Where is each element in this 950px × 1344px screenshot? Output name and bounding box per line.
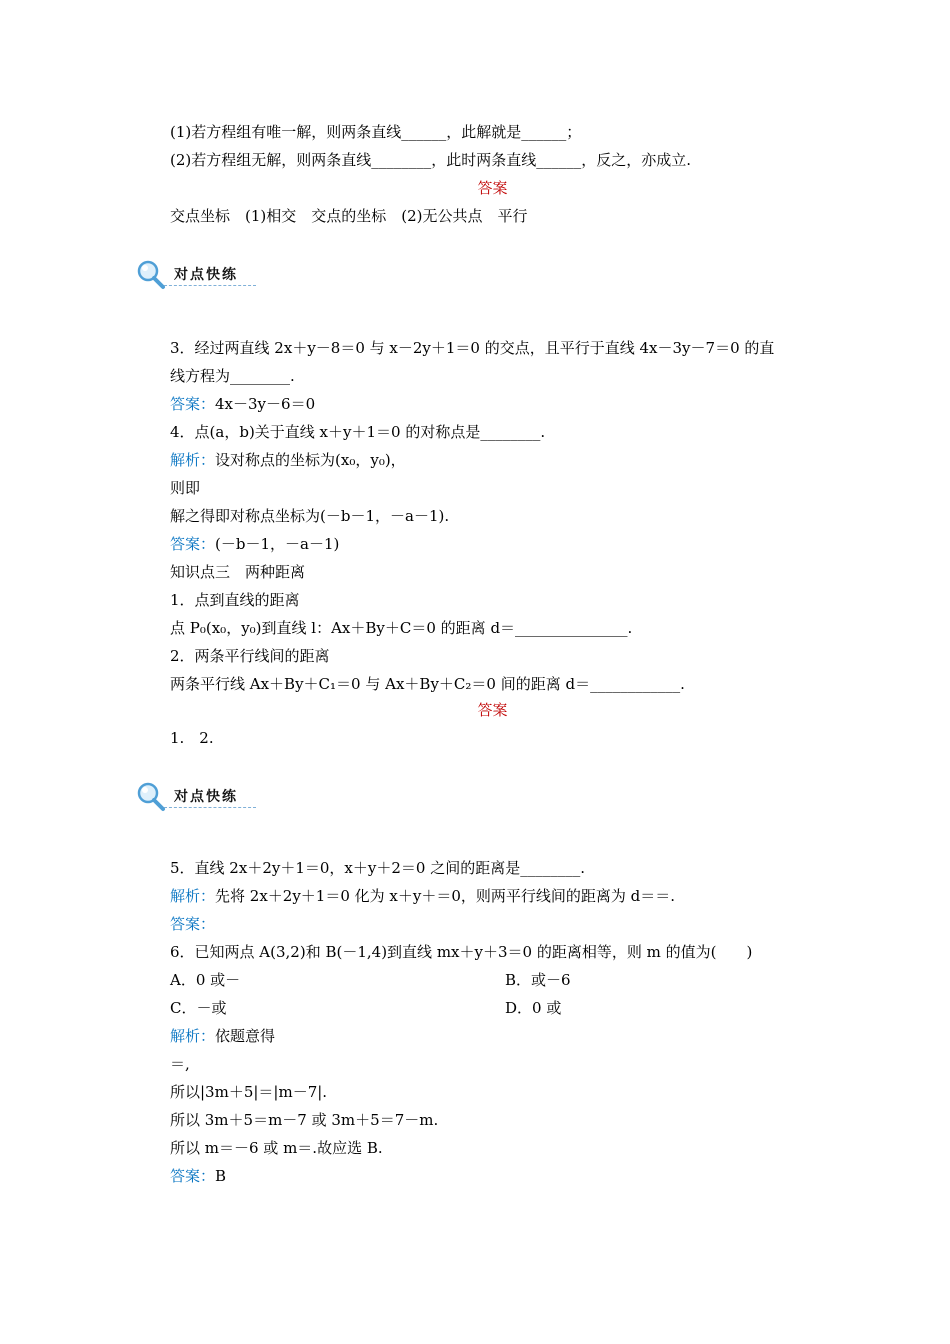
analysis-text: 先将 2x＋2y＋1＝0 化为 x＋y＋＝0，则两平行线间的距离为 d＝＝.	[215, 887, 676, 905]
distance-2-text: 两条平行线 Ax＋By＋C₁＝0 与 Ax＋By＋C₂＝0 间的距离 d＝____________.	[170, 675, 685, 693]
distance-1-text: 点 P₀(x₀，y₀)到直线 l：Ax＋By＋C＝0 的距离 d＝_______________.	[170, 619, 633, 637]
problem-6-equation: ＝,	[170, 1055, 190, 1073]
answer-label: 答案：	[170, 395, 216, 413]
problem-6: 6．已知两点 A(3,2)和 B(－1,4)到直线 mx＋y＋3＝0 的距离相等，则 m 的值为( )	[170, 943, 753, 961]
question-line-1: (1)若方程组有唯一解，则两条直线______，此解就是______；	[170, 123, 582, 141]
problem-5: 5．直线 2x＋2y＋1＝0，x＋y＋2＝0 之间的距离是________.	[170, 859, 585, 877]
problem-4-answer	[170, 534, 339, 554]
answer-heading: 答案	[477, 701, 508, 719]
knowledge-point-title: 知识点三 两种距离	[170, 563, 306, 581]
problem-4-solve: 解之得即对称点坐标为(－b－1，－a－1).	[170, 507, 450, 525]
problem-4-then: 则即	[170, 479, 201, 497]
problem-4: 4．点(a，b)关于直线 x＋y＋1＝0 的对称点是________.	[170, 423, 546, 441]
problem-3-line-2: 线方程为________.	[170, 367, 295, 385]
distance-2-title: 2．两条平行线间的距离	[170, 647, 330, 665]
practice-banner	[134, 780, 258, 812]
problem-6-answer	[170, 1166, 226, 1186]
problem-3-answer	[170, 394, 315, 414]
distance-1-title: 1．点到直线的距离	[170, 591, 300, 609]
problem-5-answer	[170, 914, 215, 934]
analysis-label: 解析：	[170, 451, 216, 469]
analysis-label: 解析：	[170, 887, 216, 905]
answer-heading: 答案	[477, 179, 508, 197]
answer-label: 答案：	[170, 915, 216, 933]
problem-6-step-2: 所以 3m＋5＝m－7 或 3m＋5＝7－m.	[170, 1111, 439, 1129]
answer-text: B	[215, 1167, 227, 1185]
banner-label: 对点快练	[174, 789, 238, 805]
answer-line: 交点坐标 (1)相交 交点的坐标 (2)无公共点 平行	[170, 207, 528, 225]
answer-text: 4x－3y－6＝0	[215, 395, 316, 413]
problem-4-analysis	[170, 450, 406, 470]
answer-label: 答案：	[170, 1167, 216, 1185]
analysis-text: 设对称点的坐标为(x₀，y₀)，	[215, 451, 406, 469]
option-c: C．－或	[170, 999, 227, 1017]
problem-6-step-1: 所以|3m＋5|＝|m－7|.	[170, 1083, 328, 1101]
problem-5-analysis	[170, 886, 675, 906]
answer-line: 1. 2.	[170, 729, 214, 747]
banner-label: 对点快练	[174, 267, 238, 283]
banner-divider	[164, 807, 256, 808]
answer-label: 答案：	[170, 535, 216, 553]
problem-3-line-1: 3．经过两直线 2x＋y－8＝0 与 x－2y＋1＝0 的交点，且平行于直线 4x－3y－7＝0 的直	[170, 339, 775, 357]
problem-6-step-3: 所以 m＝－6 或 m＝.故应选 B.	[170, 1139, 383, 1157]
problem-6-analysis	[170, 1026, 275, 1046]
analysis-label: 解析：	[170, 1027, 216, 1045]
option-b: B．或－6	[505, 971, 571, 989]
analysis-text: 依题意得	[215, 1027, 276, 1045]
banner-divider	[164, 285, 256, 286]
practice-banner	[134, 258, 258, 290]
option-a: A．0 或－	[170, 971, 241, 989]
option-d: D．0 或	[505, 999, 562, 1017]
answer-text: (－b－1，－a－1)	[215, 535, 340, 553]
question-line-2: (2)若方程组无解，则两条直线________，此时两条直线______，反之，亦成立.	[170, 151, 692, 169]
